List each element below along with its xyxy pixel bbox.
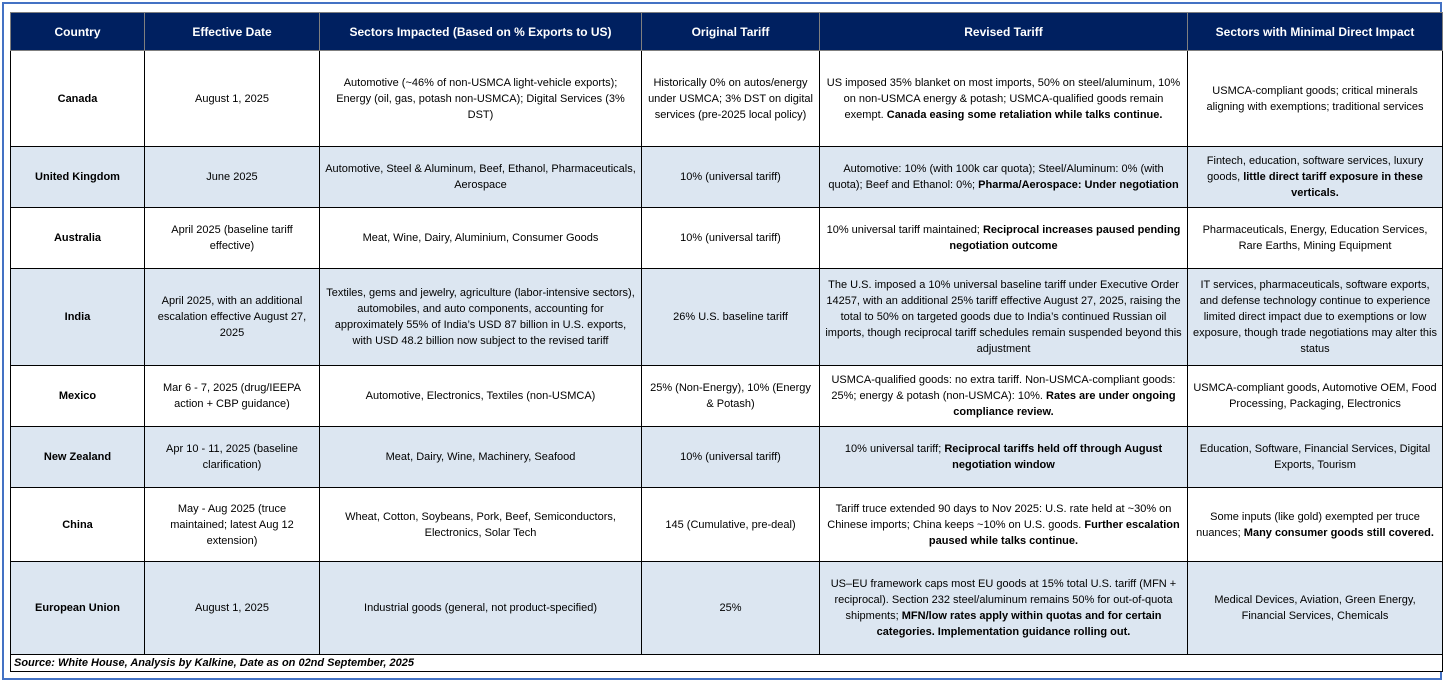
effective-date-cell: May - Aug 2025 (truce maintained; latest Aug 12 extension) (145, 488, 320, 562)
sectors-cell: Automotive, Steel & Aluminum, Beef, Ethanol, Pharmaceuticals, Aerospace (320, 147, 642, 208)
minimal-text: Fintech, education, software services, luxury goods, (1206, 155, 1424, 183)
source-row (11, 655, 1443, 672)
minimal-impact-cell (1188, 488, 1443, 562)
revised-emphasis: Reciprocal increases paused pending negotiation outcome (949, 224, 1181, 252)
revised-emphasis: Rates are under ongoing compliance review. (953, 390, 1176, 418)
revised-emphasis: Reciprocal tariffs held off through August negotiation window (944, 443, 1163, 471)
minimal-text: Some inputs (like gold) exempted per truce nuances; (1196, 510, 1420, 539)
table-row (11, 147, 1443, 208)
original-tariff-cell: 10% (universal tariff) (642, 147, 820, 208)
minimal-emphasis: little direct tariff exposure in these verticals. (1243, 171, 1423, 199)
country-cell: Mexico (11, 366, 145, 427)
revised-text: The U.S. imposed a 10% universal baseline tariff under Executive Order 14257, with an additional 25% tariff effective August 27, 2025, raising the total to 50% on targeted goods due to India’s continued Russian oil imports, though reciprocal tariff schedules remain suspended beyond this adjustment (825, 279, 1182, 355)
minimal-text: IT services, pharmaceuticals, software exports, and defense technology continue to experience limited direct impact due to exemptions or low exposure, though trade negotiations may alter this status (1193, 279, 1437, 355)
minimal-impact-cell (1188, 562, 1443, 655)
revised-tariff-cell (820, 147, 1188, 208)
original-tariff-cell: 26% U.S. baseline tariff (642, 269, 820, 366)
country-cell: India (11, 269, 145, 366)
table-row (11, 269, 1443, 366)
minimal-impact-cell (1188, 208, 1443, 269)
effective-date-cell: April 2025, with an additional escalation effective August 27, 2025 (145, 269, 320, 366)
original-tariff-cell: 10% (universal tariff) (642, 427, 820, 488)
minimal-impact-cell (1188, 269, 1443, 366)
revised-emphasis: Canada easing some retaliation while talks continue. (886, 108, 1163, 121)
country-cell: China (11, 488, 145, 562)
revised-text: 10% universal tariff; (844, 443, 942, 455)
minimal-text: Medical Devices, Aviation, Green Energy, Financial Services, Chemicals (1214, 594, 1416, 622)
minimal-impact-cell (1188, 366, 1443, 427)
table-row (11, 366, 1443, 427)
revised-text: 10% universal tariff maintained; (826, 224, 980, 236)
effective-date-cell: August 1, 2025 (145, 562, 320, 655)
revised-text: US imposed 35% blanket on most imports, 50% on steel/aluminum, 10% on non-USMCA energy & potash; USMCA-qualified goods remain exempt. (826, 76, 1181, 121)
sectors-cell: Industrial goods (general, not product-specified) (320, 562, 642, 655)
table-row (11, 427, 1443, 488)
revised-tariff-cell (820, 427, 1188, 488)
revised-tariff-cell (820, 51, 1188, 147)
sectors-cell: Textiles, gems and jewelry, agriculture (labor-intensive sectors), automobiles, and auto components, accounting for approximately 55% of India’s USD 87 billion in U.S. exports, with USD 48.2 billion now subject to the revised tariff (320, 269, 642, 366)
sectors-cell: Wheat, Cotton, Soybeans, Pork, Beef, Semiconductors, Electronics, Solar Tech (320, 488, 642, 562)
effective-date-cell: August 1, 2025 (145, 51, 320, 147)
table-row (11, 208, 1443, 269)
sectors-cell: Automotive (~46% of non-USMCA light-vehicle exports); Energy (oil, gas, potash non-USMCA); Digital Services (3% DST) (320, 51, 642, 147)
minimal-text: USMCA-compliant goods; critical minerals aligning with exemptions; traditional services (1206, 84, 1424, 113)
sectors-cell: Automotive, Electronics, Textiles (non-USMCA) (320, 366, 642, 427)
header-row (11, 13, 1443, 51)
effective-date-cell: April 2025 (baseline tariff effective) (145, 208, 320, 269)
original-tariff-cell: Historically 0% on autos/energy under USMCA; 3% DST on digital services (pre-2025 local policy) (642, 51, 820, 147)
col-header-original-tariff: Original Tariff (642, 13, 820, 51)
country-cell: Canada (11, 51, 145, 147)
sectors-cell: Meat, Wine, Dairy, Aluminium, Consumer Goods (320, 208, 642, 269)
minimal-text: Education, Software, Financial Services, Digital Exports, Tourism (1199, 443, 1431, 471)
effective-date-cell: Mar 6 - 7, 2025 (drug/IEEPA action + CBP guidance) (145, 366, 320, 427)
original-tariff-cell: 25% (Non-Energy), 10% (Energy & Potash) (642, 366, 820, 427)
minimal-text: Pharmaceuticals, Energy, Education Services, Rare Earths, Mining Equipment (1202, 224, 1428, 252)
minimal-impact-cell (1188, 427, 1443, 488)
col-header-sectors-impacted: Sectors Impacted (Based on % Exports to US) (320, 13, 642, 51)
effective-date-cell: Apr 10 - 11, 2025 (baseline clarification) (145, 427, 320, 488)
revised-tariff-cell (820, 208, 1188, 269)
col-header-revised-tariff: Revised Tariff (820, 13, 1188, 51)
revised-text: USMCA-qualified goods: no extra tariff. Non-USMCA-compliant goods: 25%; energy & potash (non-USMCA): 10%. (831, 374, 1176, 402)
country-cell: Australia (11, 208, 145, 269)
col-header-country: Country (11, 13, 145, 51)
col-header-minimal-impact: Sectors with Minimal Direct Impact (1188, 13, 1443, 51)
table-row (11, 488, 1443, 562)
source-note: Source: White House, Analysis by Kalkine, Date as on 02nd September, 2025 (11, 655, 1443, 672)
revised-tariff-cell (820, 488, 1188, 562)
revised-tariff-cell (820, 562, 1188, 655)
minimal-impact-cell (1188, 147, 1443, 208)
table-row (11, 51, 1443, 147)
revised-tariff-cell (820, 366, 1188, 427)
original-tariff-cell: 25% (642, 562, 820, 655)
minimal-impact-cell (1188, 51, 1443, 147)
revised-text: Tariff truce extended 90 days to Nov 2025: U.S. rate held at ~30% on Chinese imports; China keeps ~10% on U.S. goods. (827, 502, 1172, 531)
revised-text: Automotive: 10% (with 100k car quota); Steel/Aluminum: 0% (with quota); Beef and Ethanol: 0%; (828, 163, 1164, 191)
col-header-effective-date: Effective Date (145, 13, 320, 51)
original-tariff-cell: 145 (Cumulative, pre-deal) (642, 488, 820, 562)
effective-date-cell: June 2025 (145, 147, 320, 208)
table-row (11, 562, 1443, 655)
country-cell: New Zealand (11, 427, 145, 488)
revised-emphasis: Further escalation paused while talks continue. (928, 518, 1180, 547)
minimal-emphasis: Many consumer goods still covered. (1243, 526, 1434, 539)
revised-emphasis: MFN/low rates apply within quotas and for certain categories. Implementation guidance rolling out. (876, 610, 1162, 638)
country-cell: European Union (11, 562, 145, 655)
country-cell: United Kingdom (11, 147, 145, 208)
sectors-cell: Meat, Dairy, Wine, Machinery, Seafood (320, 427, 642, 488)
original-tariff-cell: 10% (universal tariff) (642, 208, 820, 269)
minimal-text: USMCA-compliant goods, Automotive OEM, Food Processing, Packaging, Electronics (1193, 382, 1437, 410)
revised-tariff-cell (820, 269, 1188, 366)
revised-text: US–EU framework caps most EU goods at 15% total U.S. tariff (MFN + reciprocal). Section 232 steel/aluminum remains 50% for out-of-quota shipments; (830, 578, 1177, 622)
tariff-table (10, 12, 1443, 672)
revised-emphasis: Pharma/Aerospace: Under negotiation (978, 179, 1179, 191)
